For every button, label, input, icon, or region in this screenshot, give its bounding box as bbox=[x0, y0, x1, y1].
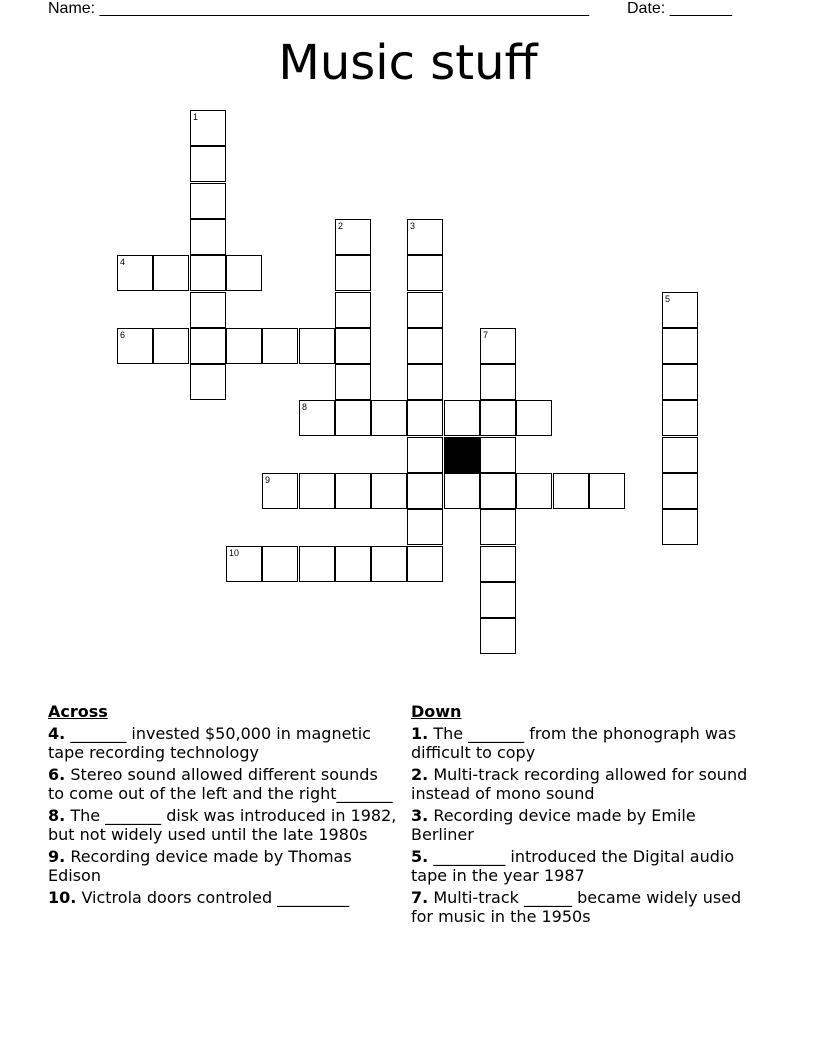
grid-cell[interactable] bbox=[335, 219, 371, 255]
clue-number: 4. bbox=[48, 724, 66, 743]
grid-cell[interactable] bbox=[480, 364, 516, 400]
clue-number: 1. bbox=[411, 724, 429, 743]
down-clue-2 bbox=[411, 765, 751, 803]
cell-number: 7 bbox=[483, 330, 489, 340]
grid-cell[interactable] bbox=[190, 146, 226, 182]
grid-cell[interactable] bbox=[444, 473, 480, 509]
grid-cell[interactable] bbox=[335, 292, 371, 328]
grid-cell[interactable] bbox=[662, 509, 698, 545]
grid-cell[interactable] bbox=[262, 473, 298, 509]
grid-cell[interactable] bbox=[407, 328, 443, 364]
grid-cell[interactable] bbox=[299, 328, 335, 364]
across-clues bbox=[48, 702, 398, 910]
grid-cell[interactable] bbox=[480, 400, 516, 436]
grid-cell[interactable] bbox=[190, 255, 226, 291]
clue-number: 9. bbox=[48, 847, 66, 866]
across-clue-8 bbox=[48, 806, 398, 844]
down-clue-5 bbox=[411, 847, 751, 885]
across-clue-10 bbox=[48, 888, 398, 907]
date-field[interactable]: Date: _______ bbox=[627, 0, 732, 17]
grid-cell[interactable] bbox=[190, 292, 226, 328]
grid-cell[interactable] bbox=[407, 400, 443, 436]
grid-cell[interactable] bbox=[480, 618, 516, 654]
grid-cell[interactable] bbox=[153, 255, 189, 291]
grid-cell[interactable] bbox=[299, 400, 335, 436]
grid-cell[interactable] bbox=[153, 328, 189, 364]
grid-cell[interactable] bbox=[662, 328, 698, 364]
clue-number: 6. bbox=[48, 765, 66, 784]
clue-text: Recording device made by Emile Berliner bbox=[411, 806, 696, 844]
grid-cell[interactable] bbox=[662, 473, 698, 509]
grid-cell[interactable] bbox=[480, 473, 516, 509]
grid-cell[interactable] bbox=[662, 400, 698, 436]
grid-cell[interactable] bbox=[589, 473, 625, 509]
grid-cell[interactable] bbox=[190, 364, 226, 400]
grid-cell[interactable] bbox=[407, 437, 443, 473]
grid-cell[interactable] bbox=[480, 546, 516, 582]
cell-number: 2 bbox=[338, 221, 344, 231]
grid-cell[interactable] bbox=[226, 328, 262, 364]
grid-cell[interactable] bbox=[444, 400, 480, 436]
grid-cell[interactable] bbox=[516, 473, 552, 509]
grid-cell[interactable] bbox=[190, 219, 226, 255]
grid-cell[interactable] bbox=[226, 255, 262, 291]
cell-number: 5 bbox=[665, 294, 671, 304]
grid-cell[interactable] bbox=[262, 546, 298, 582]
clue-text: Victrola doors controled _________ bbox=[81, 888, 350, 907]
down-clue-1 bbox=[411, 724, 751, 762]
grid-cell[interactable] bbox=[407, 509, 443, 545]
grid-cell[interactable] bbox=[371, 546, 407, 582]
grid-cell[interactable] bbox=[407, 292, 443, 328]
clue-text: Recording device made by Thomas Edison bbox=[48, 847, 352, 885]
clue-text: Multi-track recording allowed for sound instead of mono sound bbox=[411, 765, 748, 803]
grid-cell[interactable] bbox=[407, 364, 443, 400]
down-heading: Down bbox=[411, 702, 462, 721]
cell-number: 8 bbox=[302, 402, 308, 412]
grid-cell[interactable] bbox=[335, 546, 371, 582]
grid-cell[interactable] bbox=[190, 183, 226, 219]
grid-cell[interactable] bbox=[480, 328, 516, 364]
grid-cell[interactable] bbox=[117, 255, 153, 291]
grid-cell[interactable] bbox=[662, 437, 698, 473]
puzzle-title: Music stuff bbox=[278, 35, 538, 91]
across-heading: Across bbox=[48, 702, 108, 721]
cell-number: 1 bbox=[193, 112, 199, 122]
clue-number: 5. bbox=[411, 847, 429, 866]
grid-cell[interactable] bbox=[407, 473, 443, 509]
clue-number: 7. bbox=[411, 888, 429, 907]
clue-text: The _______ from the phonograph was difficult to copy bbox=[411, 724, 737, 762]
grid-cell[interactable] bbox=[553, 473, 589, 509]
grid-cell[interactable] bbox=[226, 546, 262, 582]
grid-cell-black bbox=[444, 437, 480, 473]
cell-number: 9 bbox=[265, 475, 271, 485]
grid-cell[interactable] bbox=[299, 546, 335, 582]
grid-cell[interactable] bbox=[516, 400, 552, 436]
grid-cell[interactable] bbox=[190, 328, 226, 364]
clue-text: The _______ disk was introduced in 1982, but not widely used until the late 1980s bbox=[48, 806, 397, 844]
down-clue-7 bbox=[411, 888, 751, 926]
across-clue-6 bbox=[48, 765, 398, 803]
grid-cell[interactable] bbox=[407, 219, 443, 255]
grid-cell[interactable] bbox=[299, 473, 335, 509]
across-clue-4 bbox=[48, 724, 398, 762]
grid-cell[interactable] bbox=[371, 473, 407, 509]
clue-text: Stereo sound allowed different sounds to come out of the left and the right_______ bbox=[48, 765, 393, 803]
grid-cell[interactable] bbox=[662, 292, 698, 328]
clue-number: 10. bbox=[48, 888, 77, 907]
name-field[interactable]: Name: _______________________________________________________ bbox=[48, 0, 589, 17]
clue-number: 8. bbox=[48, 806, 66, 825]
across-clue-9 bbox=[48, 847, 398, 885]
down-clue-3 bbox=[411, 806, 751, 844]
grid-cell[interactable] bbox=[335, 328, 371, 364]
grid-cell[interactable] bbox=[335, 400, 371, 436]
grid-cell[interactable] bbox=[407, 546, 443, 582]
clue-text: Multi-track ______ became widely used for music in the 1950s bbox=[411, 888, 742, 926]
grid-cell[interactable] bbox=[480, 509, 516, 545]
grid-cell[interactable] bbox=[190, 110, 226, 146]
grid-cell[interactable] bbox=[335, 364, 371, 400]
cell-number: 10 bbox=[229, 548, 240, 558]
grid-cell[interactable] bbox=[262, 328, 298, 364]
grid-cell[interactable] bbox=[117, 328, 153, 364]
down-clues bbox=[411, 702, 751, 929]
clue-text: _________ introduced the Digital audio tape in the year 1987 bbox=[411, 847, 735, 885]
grid-cell[interactable] bbox=[335, 473, 371, 509]
cell-number: 4 bbox=[120, 257, 126, 267]
grid-cell[interactable] bbox=[335, 255, 371, 291]
clue-text: _______ invested $50,000 in magnetic tape recording technology bbox=[48, 724, 371, 762]
grid-cell[interactable] bbox=[371, 400, 407, 436]
grid-cell[interactable] bbox=[480, 582, 516, 618]
clue-number: 3. bbox=[411, 806, 429, 825]
grid-cell[interactable] bbox=[480, 437, 516, 473]
cell-number: 6 bbox=[120, 330, 126, 340]
clue-number: 2. bbox=[411, 765, 429, 784]
grid-cell[interactable] bbox=[407, 255, 443, 291]
grid-cell[interactable] bbox=[662, 364, 698, 400]
cell-number: 3 bbox=[410, 221, 416, 231]
